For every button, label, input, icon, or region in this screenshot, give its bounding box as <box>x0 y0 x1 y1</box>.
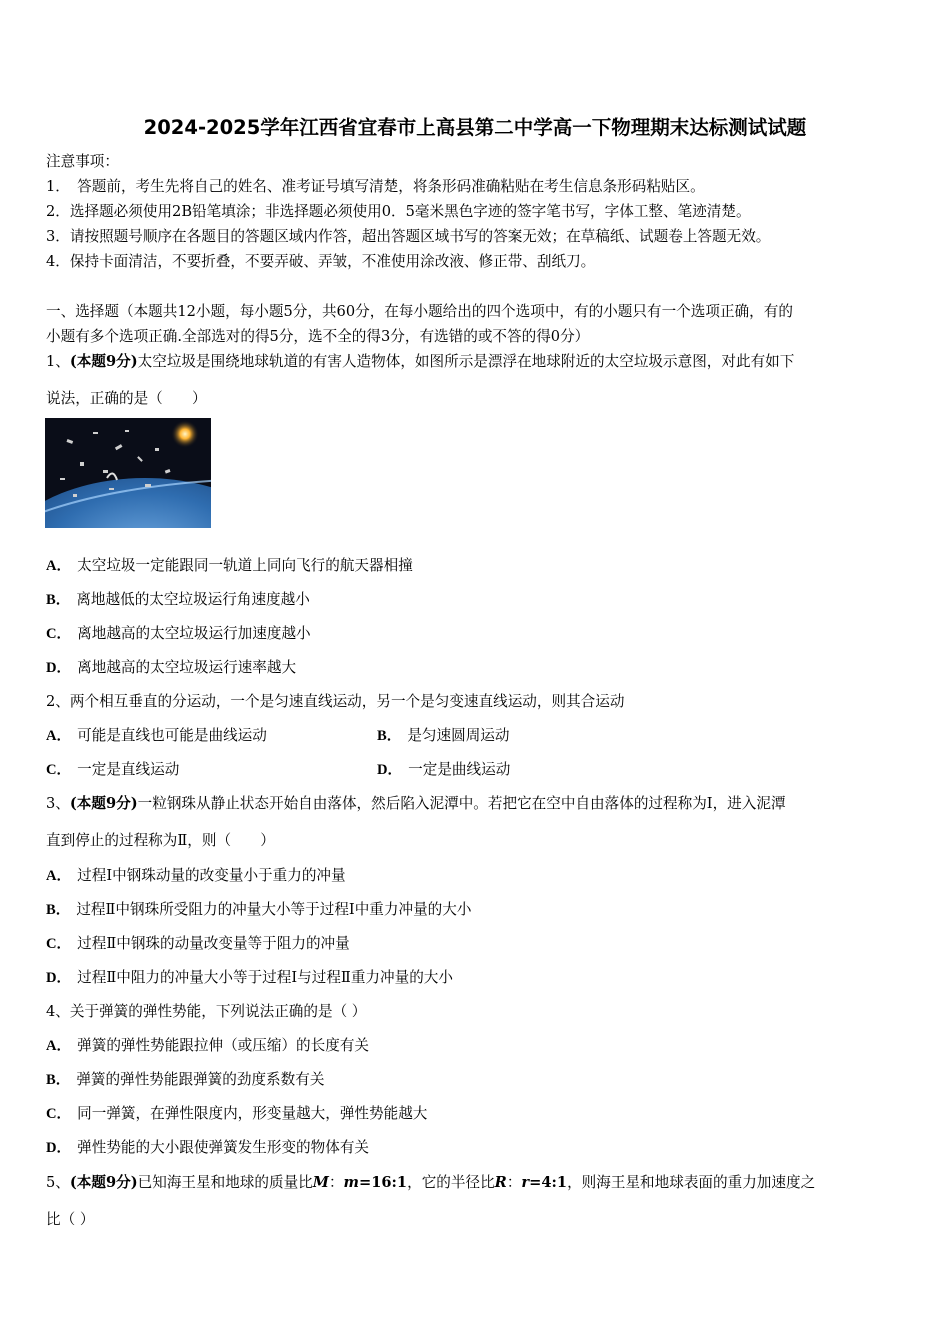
question-1-stem <box>46 352 794 372</box>
option-label: A． <box>46 558 72 574</box>
option-c[interactable] <box>46 934 350 954</box>
question-text: ，则海王星和地球表面的重力加速度之 <box>567 1174 816 1191</box>
option-c[interactable] <box>46 1104 427 1124</box>
question-5-stem <box>46 1173 815 1193</box>
option-text: 离地越高的太空垃圾运行速率越大 <box>77 659 297 676</box>
question-3-stem-cont: 直到停止的过程称为Ⅱ，则（ ） <box>46 832 275 849</box>
option-text: 过程Ⅱ中钢珠所受阻力的冲量大小等于过程Ⅰ中重力冲量的大小 <box>76 901 472 918</box>
ratio: =4:1 <box>529 1174 568 1191</box>
question-1-stem-cont: 说法，正确的是（ ） <box>46 390 207 407</box>
notice-item: 1． 答题前，考生先将自己的姓名、准考证号填写清楚，将条形码准确粘贴在考生信息条形码粘贴区。 <box>46 178 705 195</box>
question-score: (本题9分) <box>69 1174 138 1191</box>
option-b[interactable] <box>46 1070 324 1090</box>
section-heading-cont: 小题有多个选项正确.全部选对的得5分，选不全的得3分，有选错的或不答的得0分） <box>46 328 590 345</box>
option-label: C． <box>46 1106 72 1122</box>
question-number: 3、 <box>46 795 70 812</box>
option-a[interactable] <box>46 1036 369 1056</box>
var-M: M <box>312 1174 329 1191</box>
option-label: B． <box>46 1072 71 1088</box>
option-c[interactable] <box>46 760 179 780</box>
colon: ： <box>506 1174 522 1191</box>
option-b[interactable] <box>377 726 510 746</box>
question-4-stem: 4、关于弹簧的弹性势能，下列说法正确的是（ ） <box>46 1003 367 1020</box>
option-text: 是匀速圆周运动 <box>407 727 510 744</box>
question-text: ，它的半径比 <box>407 1174 495 1191</box>
option-label: D． <box>46 970 72 986</box>
option-a[interactable] <box>46 556 413 576</box>
option-text: 离地越低的太空垃圾运行角速度越小 <box>76 591 310 608</box>
notice-heading: 注意事项： <box>46 153 119 170</box>
notice-item: 4．保持卡面清洁，不要折叠，不要弄破、弄皱，不准使用涂改液、修正带、刮纸刀。 <box>46 253 596 270</box>
option-a[interactable] <box>46 726 267 746</box>
option-text: 可能是直线也可能是曲线运动 <box>77 727 267 744</box>
question-text: 一粒钢珠从静止状态开始自由落体，然后陷入泥潭中。若把它在空中自由落体的过程称为Ⅰ，进入泥潭 <box>137 795 786 812</box>
option-a[interactable] <box>46 866 346 886</box>
option-b[interactable] <box>46 900 471 920</box>
var-r: r <box>521 1174 530 1191</box>
question-text: 已知海王星和地球的质量比 <box>137 1174 313 1191</box>
option-text: 过程Ⅱ中钢珠的动量改变量等于阻力的冲量 <box>77 935 350 952</box>
question-3-stem <box>46 794 786 814</box>
option-text: 弹簧的弹性势能跟拉伸（或压缩）的长度有关 <box>77 1037 370 1054</box>
option-label: A． <box>46 1038 72 1054</box>
notice-item: 3．请按照题号顺序在各题目的答题区域内作答，超出答题区域书写的答案无效；在草稿纸、试题卷上答题无效。 <box>46 228 771 245</box>
option-label: B． <box>46 592 71 608</box>
option-d[interactable] <box>46 658 296 678</box>
option-label: C． <box>46 936 72 952</box>
option-d[interactable] <box>46 1138 369 1158</box>
option-text: 过程Ⅰ中钢珠动量的改变量小于重力的冲量 <box>77 867 346 884</box>
var-m: m <box>343 1174 359 1191</box>
var-R: R <box>494 1174 507 1191</box>
option-d[interactable] <box>46 968 453 988</box>
option-text: 弹性势能的大小跟使弹簧发生形变的物体有关 <box>77 1139 370 1156</box>
question-score: (本题9分) <box>69 353 138 370</box>
question-5-stem-cont: 比（ ） <box>46 1211 95 1228</box>
option-text: 弹簧的弹性势能跟弹簧的劲度系数有关 <box>76 1071 325 1088</box>
option-label: B． <box>46 902 71 918</box>
option-label: D． <box>46 1140 72 1156</box>
question-2-stem: 2、两个相互垂直的分运动，一个是匀速直线运动，另一个是匀变速直线运动，则其合运动 <box>46 693 625 710</box>
section-heading: 一、选择题（本题共12小题，每小题5分，共60分，在每小题给出的四个选项中，有的小题只有一个选项正确，有的 <box>46 303 793 320</box>
option-label: D． <box>377 762 403 778</box>
option-label: C． <box>46 762 72 778</box>
question-number: 5、 <box>46 1174 70 1191</box>
question-text: 太空垃圾是围绕地球轨道的有害人造物体，如图所示是漂浮在地球附近的太空垃圾示意图，对此有如下 <box>137 353 795 370</box>
option-text: 一定是曲线运动 <box>408 761 511 778</box>
page-title: 2024-2025学年江西省宜春市上高县第二中学高一下物理期末达标测试试题 <box>143 116 807 139</box>
option-b[interactable] <box>46 590 310 610</box>
option-label: C． <box>46 626 72 642</box>
option-text: 同一弹簧，在弹性限度内，形变量越大，弹性势能越大 <box>77 1105 428 1122</box>
option-text: 过程Ⅱ中阻力的冲量大小等于过程Ⅰ与过程Ⅱ重力冲量的大小 <box>77 969 453 986</box>
question-number: 1、 <box>46 353 70 370</box>
ratio: =16:1 <box>359 1174 408 1191</box>
space-debris-figure <box>45 418 211 528</box>
option-d[interactable] <box>377 760 510 780</box>
colon: ： <box>328 1174 344 1191</box>
option-c[interactable] <box>46 624 311 644</box>
option-label: D． <box>46 660 72 676</box>
notice-item: 2．选择题必须使用2B铅笔填涂；非选择题必须使用0．5毫米黑色字迹的签字笔书写，字体工整、笔迹清楚。 <box>46 203 751 220</box>
option-text: 离地越高的太空垃圾运行加速度越小 <box>77 625 311 642</box>
option-label: A． <box>46 868 72 884</box>
option-label: B． <box>377 728 402 744</box>
option-text: 一定是直线运动 <box>77 761 180 778</box>
option-label: A． <box>46 728 72 744</box>
option-text: 太空垃圾一定能跟同一轨道上同向飞行的航天器相撞 <box>77 557 413 574</box>
question-score: (本题9分) <box>69 795 138 812</box>
